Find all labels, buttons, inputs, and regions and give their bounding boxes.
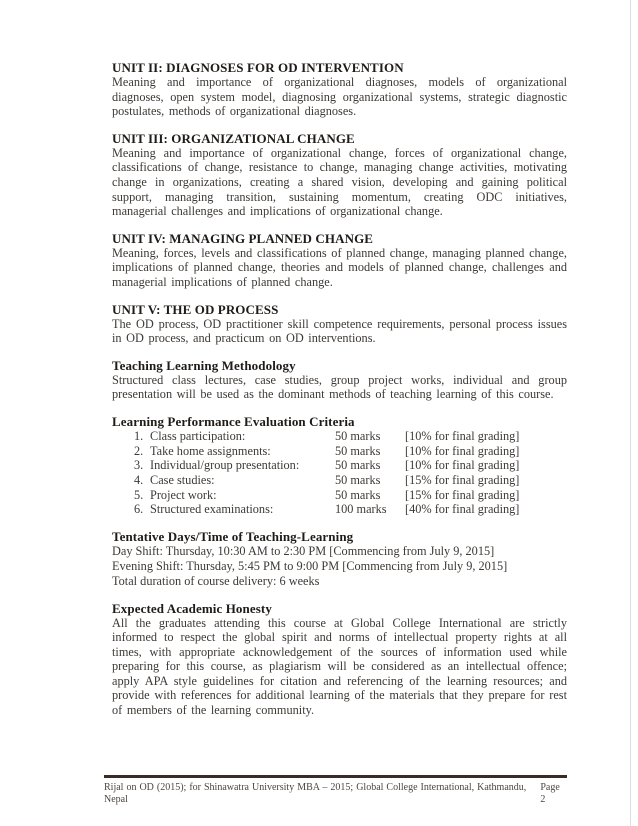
item-number: 2. (134, 443, 144, 458)
section-body: Meaning, forces, levels and classifications of planned change, managing planned change, implications of planned change, theories and models of planned change, challenges and managerial implications of planned change. (112, 245, 567, 289)
section-unit-v (112, 302, 567, 346)
item-grading: [10% for final grading] (405, 458, 520, 473)
section-schedule (112, 529, 567, 588)
section-body: Meaning and importance of organizational diagnoses, models of organizational diagnoses, open system model, diagnosing organizational systems, strategic diagnostic postulates, methods of organizational diagnoses. (112, 75, 567, 119)
section-body: All the graduates attending this course at Global College International are strictly informed to respect the global spirit and norms of intellectual property rights at all times, with appropriate acknowledgement of the sources of information used while preparing for this course, as plagiarism will be considered as an intellectual offence; apply APA style guidelines for citation and referencing of the learning resources; and provide with references for additional learning of the materials that they prepare for rest of members of the learning community. (112, 615, 567, 718)
section-academic-honesty (112, 601, 567, 718)
item-grading: [15% for final grading] (405, 487, 520, 502)
item-grading: [15% for final grading] (405, 473, 520, 488)
section-heading: Learning Performance Evaluation Criteria (112, 413, 355, 429)
footer-citation: Rijal on OD (2015); for Shinawatra University MBA – 2015; Global College International, Kathmandu, Nepal (104, 782, 527, 805)
item-number: 3. (134, 458, 144, 473)
page-footer (104, 775, 567, 806)
item-number: 6. (134, 502, 144, 517)
schedule-line: Evening Shift: Thursday, 5:45 PM to 9:00 PM [Commencing from July 9, 2015] (112, 558, 508, 573)
item-grading: [10% for final grading] (405, 428, 520, 443)
section-heading: UNIT II: DIAGNOSES FOR OD INTERVENTION (112, 60, 404, 75)
section-heading: UNIT IV: MANAGING PLANNED CHANGE (112, 230, 374, 246)
section-heading: Expected Academic Honesty (112, 600, 272, 616)
item-grading: [40% for final grading] (405, 502, 520, 517)
evaluation-row (112, 444, 567, 459)
item-number: 5. (134, 487, 144, 502)
schedule-line: Total duration of course delivery: 6 weeks (112, 573, 320, 588)
scan-artifact-line (630, 0, 631, 826)
item-number: 1. (134, 428, 144, 443)
item-label: Take home assignments: (150, 443, 271, 458)
section-heading: Tentative Days/Time of Teaching-Learning (112, 529, 354, 545)
schedule-line: Day Shift: Thursday, 10:30 AM to 2:30 PM [Commencing from July 9, 2015] (112, 544, 495, 559)
section-body: Meaning and importance of organizational change, forces of organizational change, classifications of change, resistance to change, managing change activities, motivating change in organizations, creating a shared vision, developing and gaining political support, managing transition, sustaining momentum, creating ODC initiatives, managerial challenges and implications of organizational change. (112, 145, 567, 219)
section-body: The OD process, OD practitioner skill competence requirements, personal process issues in OD process, and practicum on OD interventions. (112, 316, 567, 346)
section-unit-ii (112, 60, 567, 119)
section-heading: UNIT V: THE OD PROCESS (112, 301, 279, 317)
evaluation-row (112, 502, 567, 517)
section-body: Structured class lectures, case studies, group project works, individual and group presentation will be used as the dominant methods of teaching learning of this course. (112, 372, 567, 402)
item-label: Project work: (150, 487, 217, 502)
item-marks: 50 marks (335, 487, 381, 502)
page-content (112, 60, 567, 730)
section-unit-iii (112, 131, 567, 219)
evaluation-row (112, 488, 567, 503)
item-marks: 50 marks (335, 428, 381, 443)
item-marks: 50 marks (335, 458, 381, 473)
section-heading: UNIT III: ORGANIZATIONAL CHANGE (112, 130, 355, 146)
evaluation-row (112, 473, 567, 488)
item-number: 4. (134, 473, 144, 488)
section-teaching-methodology (112, 358, 567, 402)
item-label: Individual/group presentation: (150, 458, 300, 473)
item-label: Class participation: (150, 428, 246, 443)
evaluation-row (112, 429, 567, 444)
footer-rule (104, 775, 567, 778)
item-label: Structured examinations: (150, 502, 274, 517)
section-heading: Teaching Learning Methodology (112, 357, 296, 373)
item-grading: [10% for final grading] (405, 443, 520, 458)
section-unit-iv (112, 231, 567, 290)
footer-page-number: Page 2 (540, 782, 560, 805)
evaluation-row (112, 458, 567, 473)
item-marks: 50 marks (335, 473, 381, 488)
item-marks: 100 marks (335, 502, 387, 517)
item-label: Case studies: (150, 473, 215, 488)
item-marks: 50 marks (335, 443, 381, 458)
section-evaluation-criteria (112, 414, 567, 517)
